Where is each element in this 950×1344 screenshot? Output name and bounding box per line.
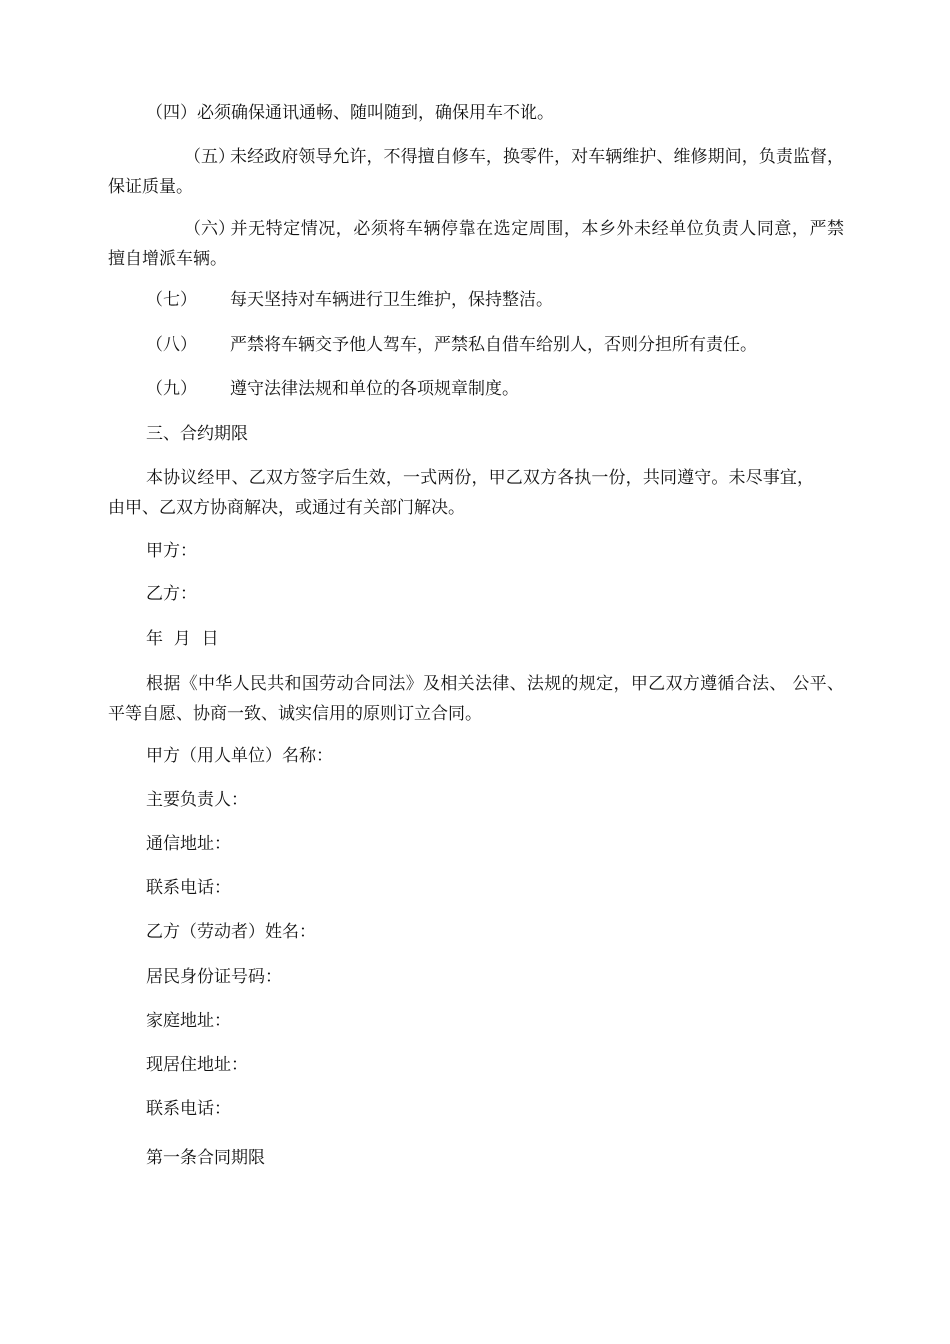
clause-number: （六）: [184, 219, 235, 239]
current-address-field: 现居住地址：: [146, 1055, 248, 1075]
principal-field: 主要负责人：: [146, 790, 248, 810]
article-heading: 第一条合同期限: [146, 1148, 265, 1168]
clause-text: 未经政府领导允许，不得擅自修车，换零件，对车辆维护、维修期间，负责监督， 保证质量。: [108, 147, 844, 197]
party-b-signature: 乙方：: [146, 584, 197, 604]
section-heading: 三、合约期限: [146, 424, 248, 444]
employee-name-field: 乙方（劳动者）姓名：: [146, 922, 316, 942]
intro-paragraph: 根据《中华人民共和国劳动合同法》及相关法律、法规的规定，甲乙双方遵循合法、 公平、平等自愿、协商一致、诚实信用的原则订立合同。: [108, 674, 844, 724]
phone-field: 联系电话：: [146, 878, 231, 898]
clause-6: [108, 214, 844, 274]
home-address-field: 家庭地址：: [146, 1011, 231, 1031]
date-line: 年 月 日: [146, 629, 219, 649]
clause-number: （七）: [146, 290, 197, 310]
clause-number: （八）: [146, 335, 197, 355]
clause-8: [146, 333, 757, 357]
clause-number: （四）: [146, 103, 197, 123]
clause-text: 必须确保通讯通畅、随叫随到，确保用车不讹。: [197, 103, 554, 123]
employer-name-field: 甲方（用人单位）名称：: [146, 746, 333, 766]
clause-7: [146, 288, 553, 312]
clause-text: 每天坚持对车辆进行卫生维护，保持整洁。: [230, 290, 553, 310]
clause-4: [146, 101, 554, 125]
address-field: 通信地址：: [146, 834, 231, 854]
party-a-signature: 甲方：: [146, 541, 197, 561]
clause-number: （五）: [184, 147, 235, 167]
clause-9: [146, 377, 519, 401]
employee-phone-field: 联系电话：: [146, 1099, 231, 1119]
clause-text: 严禁将车辆交予他人驾车，严禁私自借车给别人，否则分担所有责任。: [230, 335, 757, 355]
clause-text: 遵守法律法规和单位的各项规章制度。: [230, 379, 519, 399]
clause-text: 并无特定情况，必须将车辆停靠在选定周围，本乡外未经单位负责人同意，严禁 擅自增派车辆。: [108, 219, 844, 269]
term-paragraph: 本协议经甲、乙双方签字后生效，一式两份，甲乙双方各执一份，共同遵守。未尽事宜，由甲、乙双方协商解决，或通过有关部门解决。: [108, 468, 814, 518]
clause-5: [108, 142, 844, 202]
clause-number: （九）: [146, 379, 197, 399]
id-number-field: 居民身份证号码：: [146, 967, 282, 987]
